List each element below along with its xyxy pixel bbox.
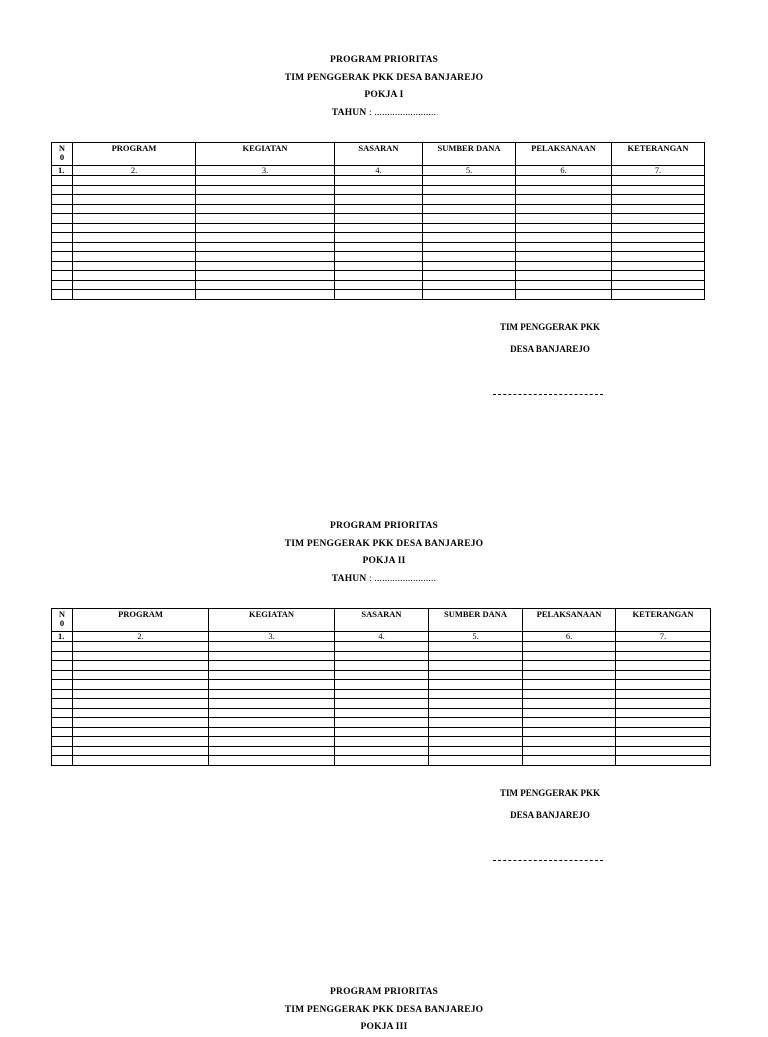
table-cell [209, 680, 335, 690]
col-number: 6. [516, 166, 612, 176]
table-cell [616, 737, 711, 747]
table-cell [523, 699, 616, 709]
col-number: 7. [616, 632, 711, 642]
year-value: : ........................ [368, 107, 437, 118]
table-cell [73, 699, 209, 709]
table-cell [335, 718, 429, 728]
table-cell [616, 661, 711, 671]
table-cell [335, 204, 423, 214]
table-cell [616, 670, 711, 680]
table-cell [335, 185, 423, 195]
column-number-row [52, 632, 711, 642]
col-no: N 0 [52, 609, 73, 632]
col-pelaksanaan: PELAKSANAAN [516, 143, 612, 166]
table-cell [209, 670, 335, 680]
table-cell [73, 746, 209, 756]
col-no: N 0 [52, 143, 73, 166]
table-cell [196, 223, 335, 233]
table-cell [73, 280, 196, 290]
table-cell [73, 756, 209, 766]
table-cell [429, 756, 523, 766]
form-section-3 [0, 984, 768, 1037]
table-cell [429, 699, 523, 709]
table-cell [335, 261, 423, 271]
table-row [52, 271, 705, 281]
col-program: PROGRAM [73, 609, 209, 632]
col-number: 2. [73, 166, 196, 176]
col-keterangan: KETERANGAN [616, 609, 711, 632]
table-cell [523, 689, 616, 699]
table-row [52, 651, 711, 661]
table-cell [73, 261, 196, 271]
priority-table [51, 142, 705, 300]
table-cell [209, 708, 335, 718]
pokja-label: POKJA I [364, 90, 404, 100]
table-cell [612, 271, 705, 281]
table-cell [196, 280, 335, 290]
table-cell [196, 185, 335, 195]
table-cell [612, 214, 705, 224]
table-cell [516, 271, 612, 281]
table-cell [52, 185, 73, 195]
table-cell [52, 242, 73, 252]
table-cell [523, 727, 616, 737]
table-cell [335, 708, 429, 718]
table-cell [196, 204, 335, 214]
table-cell [52, 708, 73, 718]
table-cell [429, 737, 523, 747]
table-cell [52, 718, 73, 728]
table-cell [516, 252, 612, 262]
table-cell [52, 756, 73, 766]
table-cell [429, 680, 523, 690]
table-cell [73, 176, 196, 186]
table-cell [335, 195, 423, 205]
table-cell [612, 280, 705, 290]
table-cell [52, 252, 73, 262]
table-cell [612, 185, 705, 195]
col-number: 3. [196, 166, 335, 176]
table-cell [612, 204, 705, 214]
year-value: : ........................ [368, 573, 437, 584]
table-cell [209, 737, 335, 747]
col-number: 5. [429, 632, 523, 642]
table-header-row [52, 143, 705, 166]
table-cell [335, 242, 423, 252]
table-cell [73, 242, 196, 252]
table-cell [335, 699, 429, 709]
table-cell [523, 756, 616, 766]
form-org: TIM PENGGERAK PKK DESA BANJAREJO [284, 72, 484, 83]
table-cell [73, 708, 209, 718]
table-cell [52, 651, 73, 661]
table-cell [523, 746, 616, 756]
table-row [52, 661, 711, 671]
signature-org: TIM PENGGERAK PKK [499, 322, 600, 332]
table-cell [209, 756, 335, 766]
table-row [52, 195, 705, 205]
table-cell [423, 204, 516, 214]
table-cell [209, 727, 335, 737]
table-cell [612, 233, 705, 243]
table-cell [423, 280, 516, 290]
col-number: 1. [52, 166, 73, 176]
table-cell [52, 204, 73, 214]
table-cell [523, 651, 616, 661]
table-cell [52, 290, 73, 300]
table-cell [335, 214, 423, 224]
table-cell [429, 727, 523, 737]
table-cell [612, 195, 705, 205]
table-cell [335, 223, 423, 233]
table-cell [335, 651, 429, 661]
table-cell [523, 661, 616, 671]
table-cell [423, 195, 516, 205]
table-row [52, 737, 711, 747]
col-number: 2. [73, 632, 209, 642]
table-cell [616, 727, 711, 737]
table-cell [516, 290, 612, 300]
table-row [52, 708, 711, 718]
col-number: 5. [423, 166, 516, 176]
table-cell [52, 746, 73, 756]
form-title: PROGRAM PRIORITAS [330, 521, 438, 531]
table-cell [612, 290, 705, 300]
table-cell [423, 223, 516, 233]
table-cell [196, 261, 335, 271]
table-cell [429, 689, 523, 699]
table-cell [52, 233, 73, 243]
table-cell [73, 718, 209, 728]
col-number: 7. [612, 166, 705, 176]
table-cell [73, 252, 196, 262]
table-cell [516, 204, 612, 214]
table-cell [429, 670, 523, 680]
col-number: 3. [209, 632, 335, 642]
table-cell [523, 642, 616, 652]
table-cell [209, 689, 335, 699]
table-cell [429, 651, 523, 661]
table-cell [335, 176, 423, 186]
table-cell [516, 233, 612, 243]
table-cell [612, 252, 705, 262]
table-cell [196, 176, 335, 186]
table-cell [516, 280, 612, 290]
table-row [52, 718, 711, 728]
table-row [52, 252, 705, 262]
form-title: PROGRAM PRIORITAS [330, 987, 438, 997]
table-cell [196, 195, 335, 205]
table-cell [429, 746, 523, 756]
table-cell [73, 204, 196, 214]
col-kegiatan: KEGIATAN [209, 609, 335, 632]
col-kegiatan: KEGIATAN [196, 143, 335, 166]
col-sumber-dana: SUMBER DANA [429, 609, 523, 632]
table-cell [616, 642, 711, 652]
table-cell [423, 271, 516, 281]
col-sasaran: SASARAN [335, 609, 429, 632]
table-cell [335, 252, 423, 262]
table-row [52, 699, 711, 709]
table-cell [335, 746, 429, 756]
table-cell [196, 214, 335, 224]
table-cell [73, 223, 196, 233]
table-cell [616, 689, 711, 699]
table-row [52, 756, 711, 766]
form-title: PROGRAM PRIORITAS [330, 55, 438, 65]
table-cell [612, 223, 705, 233]
table-cell [52, 223, 73, 233]
table-cell [423, 261, 516, 271]
table-cell [196, 233, 335, 243]
table-cell [196, 252, 335, 262]
table-cell [73, 689, 209, 699]
col-keterangan: KETERANGAN [612, 143, 705, 166]
table-cell [523, 718, 616, 728]
table-cell [335, 670, 429, 680]
table-cell [616, 680, 711, 690]
table-cell [516, 195, 612, 205]
table-cell [52, 689, 73, 699]
table-cell [52, 680, 73, 690]
table-cell [335, 737, 429, 747]
table-cell [196, 271, 335, 281]
table-row [52, 214, 705, 224]
table-cell [335, 271, 423, 281]
table-cell [516, 261, 612, 271]
table-cell [335, 661, 429, 671]
table-row [52, 290, 705, 300]
table-cell [335, 689, 429, 699]
col-program: PROGRAM [73, 143, 196, 166]
table-cell [73, 651, 209, 661]
table-cell [429, 708, 523, 718]
table-cell [423, 176, 516, 186]
table-row [52, 680, 711, 690]
table-cell [335, 280, 423, 290]
table-cell [612, 242, 705, 252]
table-cell [52, 727, 73, 737]
table-cell [335, 290, 423, 300]
table-cell [523, 680, 616, 690]
table-cell [73, 661, 209, 671]
form-section-2 [0, 518, 768, 820]
table-cell [612, 261, 705, 271]
table-cell [196, 242, 335, 252]
table-cell [335, 642, 429, 652]
column-number-row [52, 166, 705, 176]
table-cell [52, 699, 73, 709]
table-cell [52, 670, 73, 680]
table-cell [516, 242, 612, 252]
table-cell [423, 242, 516, 252]
table-cell [335, 756, 429, 766]
signature-org: TIM PENGGERAK PKK [499, 788, 600, 798]
table-cell [73, 680, 209, 690]
table-cell [523, 708, 616, 718]
table-cell [335, 233, 423, 243]
table-cell [209, 642, 335, 652]
table-cell [52, 271, 73, 281]
table-cell [209, 718, 335, 728]
table-cell [423, 214, 516, 224]
table-cell [52, 176, 73, 186]
year-line [0, 105, 768, 123]
col-number: 4. [335, 632, 429, 642]
table-cell [73, 737, 209, 747]
col-sasaran: SASARAN [335, 143, 423, 166]
table-cell [196, 290, 335, 300]
col-number: 6. [523, 632, 616, 642]
table-row [52, 233, 705, 243]
table-cell [52, 737, 73, 747]
table-cell [616, 746, 711, 756]
table-cell [73, 271, 196, 281]
table-cell [209, 661, 335, 671]
table-cell [52, 642, 73, 652]
table-cell [429, 642, 523, 652]
form-org: TIM PENGGERAK PKK DESA BANJAREJO [284, 538, 484, 549]
year-line [0, 571, 768, 589]
table-row [52, 242, 705, 252]
table-cell [523, 670, 616, 680]
table-cell [73, 642, 209, 652]
table-cell [52, 661, 73, 671]
signature-place: DESA BANJAREJO [510, 810, 590, 820]
table-cell [52, 280, 73, 290]
table-cell [73, 290, 196, 300]
table-row [52, 204, 705, 214]
table-row [52, 746, 711, 756]
table-cell [52, 261, 73, 271]
table-cell [73, 214, 196, 224]
table-row [52, 261, 705, 271]
table-cell [423, 290, 516, 300]
col-sumber-dana: SUMBER DANA [423, 143, 516, 166]
table-cell [516, 223, 612, 233]
pokja-label: POKJA II [362, 556, 406, 566]
table-row [52, 280, 705, 290]
table-cell [209, 651, 335, 661]
table-cell [423, 233, 516, 243]
table-header-row [52, 609, 711, 632]
table-cell [429, 718, 523, 728]
table-row [52, 223, 705, 233]
col-number: 4. [335, 166, 423, 176]
table-cell [209, 699, 335, 709]
year-label: TAHUN [331, 107, 367, 118]
signature-line [493, 860, 603, 861]
table-row [52, 727, 711, 737]
pokja-label: POKJA III [360, 1022, 408, 1032]
table-cell [423, 252, 516, 262]
table-cell [616, 651, 711, 661]
table-cell [52, 195, 73, 205]
table-cell [73, 233, 196, 243]
table-cell [73, 727, 209, 737]
table-cell [616, 708, 711, 718]
table-cell [616, 718, 711, 728]
table-row [52, 642, 711, 652]
table-cell [335, 727, 429, 737]
table-cell [335, 680, 429, 690]
table-cell [73, 195, 196, 205]
table-cell [73, 185, 196, 195]
table-row [52, 185, 705, 195]
table-cell [516, 185, 612, 195]
table-cell [423, 185, 516, 195]
table-cell [516, 214, 612, 224]
table-cell [73, 670, 209, 680]
table-row [52, 689, 711, 699]
table-cell [429, 661, 523, 671]
col-pelaksanaan: PELAKSANAAN [523, 609, 616, 632]
signature-place: DESA BANJAREJO [510, 344, 590, 354]
table-row [52, 670, 711, 680]
table-cell [516, 176, 612, 186]
table-cell [616, 699, 711, 709]
table-row [52, 176, 705, 186]
col-number: 1. [52, 632, 73, 642]
year-label: TAHUN [331, 573, 367, 584]
table-cell [523, 737, 616, 747]
table-cell [209, 746, 335, 756]
priority-table [51, 608, 711, 766]
table-cell [612, 176, 705, 186]
form-section-1 [0, 52, 768, 354]
signature-line [493, 394, 603, 395]
form-org: TIM PENGGERAK PKK DESA BANJAREJO [284, 1004, 484, 1015]
table-cell [52, 214, 73, 224]
table-cell [616, 756, 711, 766]
